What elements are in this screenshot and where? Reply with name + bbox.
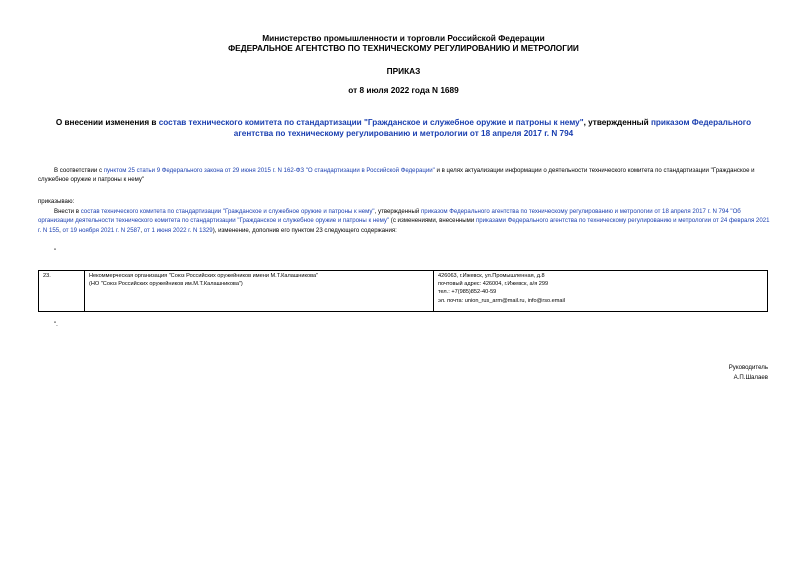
document-title	[40, 117, 767, 139]
quote-open: "	[54, 248, 57, 255]
preamble-law-link[interactable]: пунктом 25 статьи 9 Федерального закона от 29 июня 2015 г. N 162-ФЗ "О стандартизации в Российской Федерации"	[103, 167, 435, 174]
signatory-name: А.П.Шалаев	[733, 374, 768, 381]
order-word: приказываю:	[38, 198, 75, 205]
preamble-paragraph	[38, 166, 770, 185]
body-link-order-1329[interactable]: от 1 июня 2022 г. N 1329	[143, 226, 213, 234]
signatory-position: Руководитель	[728, 364, 768, 371]
body-paragraph	[38, 207, 770, 235]
title-link-order[interactable]: приказом Федерального агентства по техническому регулированию и метрологии от 18 апреля 2017 г. N 794	[233, 118, 752, 138]
title-text-2: , утвержденный	[583, 118, 651, 127]
organization-name: Некоммерческая организация "Союз Российских оружейников имени М.Т.Калашникова"	[89, 273, 319, 279]
body-text-5: ,	[140, 226, 144, 234]
email-address: эл. почта: union_rus_arm@mail.ru, info@rso.email	[438, 297, 566, 304]
address-cell	[434, 271, 768, 312]
agency-name: ФЕДЕРАЛЬНОЕ АГЕНТСТВО ПО ТЕХНИЧЕСКОМУ РЕГУЛИРОВАНИЮ И МЕТРОЛОГИИ	[228, 43, 579, 53]
table-row	[39, 271, 768, 312]
legal-address: 426063, г.Ижевск, ул.Промышленная, д.8	[438, 273, 545, 279]
title-text-1: О внесении изменения в	[55, 118, 159, 127]
row-number: 23.	[43, 273, 51, 279]
body-text-3: (с изменениями, внесенными	[389, 217, 476, 225]
body-link-committee[interactable]: состав технического комитета по стандартизации "Гражданское и служебное оружие и патроны к нему"	[80, 208, 375, 215]
body-link-order-794[interactable]: приказом Федерального агентства по техническому регулированию и метрологии от 18 апреля 2017 г. N 794 "Об организации деятельности технического комитета по стандартизации "Гражданское и служебное оружие и патроны к нему"	[38, 208, 741, 225]
title-link-committee[interactable]: состав технического комитета по стандартизации "Гражданское и служебное оружие и патроны к нему"	[158, 118, 584, 127]
body-link-order-2587[interactable]: от 19 ноября 2021 г. N 2587	[62, 226, 141, 234]
committee-member-table	[38, 270, 768, 312]
document-date: от 8 июля 2022 года N 1689	[348, 85, 459, 95]
body-text-2: , утвержденный	[374, 208, 421, 215]
organization-short-name: (НО "Союз Российских оружейников им.М.Т.Калашникова")	[89, 281, 243, 288]
postal-address: почтовый адрес: 426004, г.Ижевск, а/я 299	[438, 281, 549, 288]
body-text-4: ,	[59, 226, 63, 234]
row-number-cell	[39, 271, 85, 312]
preamble-text-2: и в целях актуализации информации о деятельности технического комитета по стандартизации "Гражданское и служебное оружие и патроны к нему"	[38, 167, 755, 184]
quote-close: ".	[54, 321, 58, 328]
body-link-order-155[interactable]: приказами Федерального агентства по техническому регулированию и метрологии от 24 февраля 2021 г. N 155	[38, 217, 770, 234]
ministry-name: Министерство промышленности и торговли Российской Федерации	[262, 33, 545, 43]
organization-cell	[85, 271, 434, 312]
preamble-text-1: В соответствии с	[54, 167, 104, 174]
body-text-1: Внести в	[54, 208, 81, 215]
phone-number: тел.: +7(985)852-40-59	[438, 289, 497, 296]
body-text-6: ), изменение, дополнив его пунктом 23 следующего содержания:	[212, 226, 397, 234]
document-type: ПРИКАЗ	[386, 66, 421, 76]
